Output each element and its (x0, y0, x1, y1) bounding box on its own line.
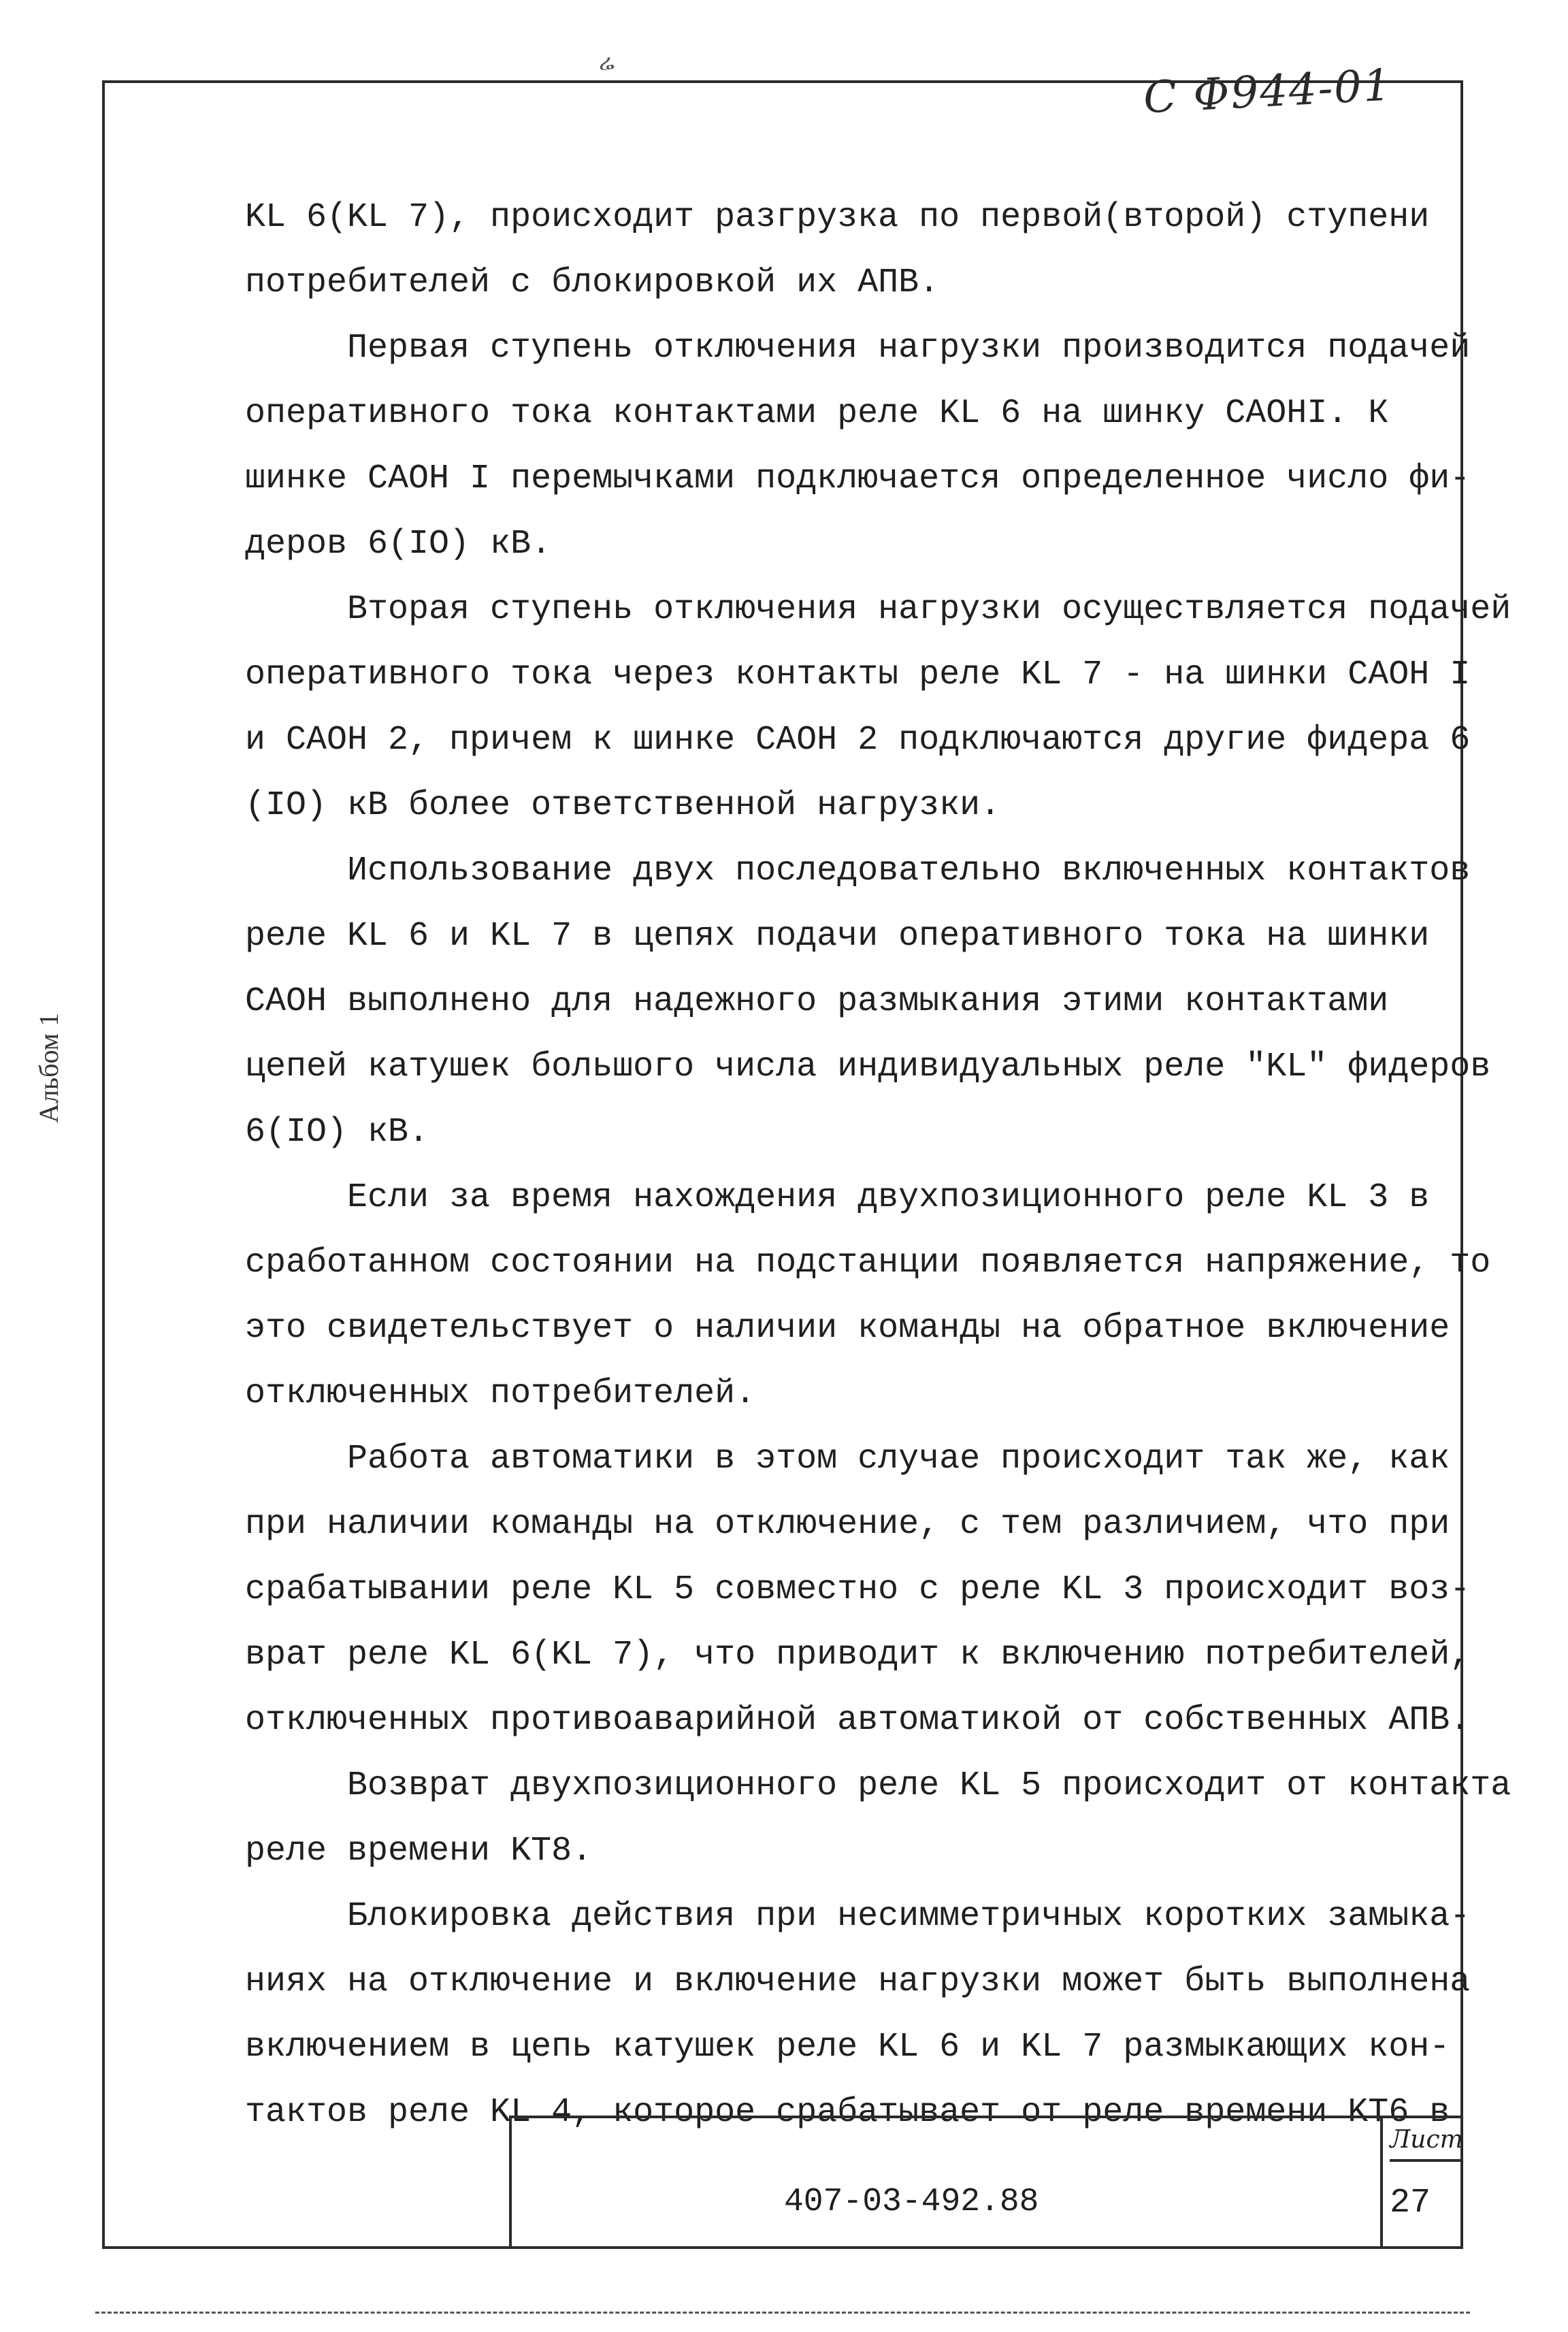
title-block-stamp (509, 2116, 1463, 2249)
top-page-mark: ሬ (599, 49, 615, 76)
text-line: шинке САОН I перемычками подключается определенное число фи- (245, 459, 1471, 498)
paragraph-start-line: Работа автоматики в этом случае происходит так же, как (347, 1440, 1450, 1478)
text-line: цепей катушек большого числа индивидуальных реле "KL" фидеров (245, 1048, 1491, 1086)
paragraph-start-line: Использование двух последовательно включенных контактов (347, 852, 1471, 890)
text-line: включением в цепь катушек реле KL 6 и KL 7 размыкающих кон- (245, 2028, 1450, 2067)
handwritten-document-code: С Ф944-01 (1142, 60, 1394, 124)
document-number: 407-03-492.88 (784, 2184, 1039, 2220)
text-line: отключенных противоаварийной автоматикой от собственных АПВ. (245, 1701, 1471, 1740)
text-line: сработанном состоянии на подстанции появляется напряжение, то (245, 1244, 1491, 1282)
text-line: САОН выполнено для надежного размыкания этими контактами (245, 982, 1389, 1021)
text-line: реле времени KT8. (245, 1832, 593, 1871)
paragraph-start-line: Если за время нахождения двухпозиционного реле KL 3 в (347, 1178, 1430, 1217)
sheet-number: 27 (1390, 2184, 1431, 2222)
text-line: отключенных потребителей. (245, 1374, 756, 1413)
bottom-cut-line (95, 2312, 1470, 2314)
paragraph-start-line: Вторая ступень отключения нагрузки осуществляется подачей (347, 590, 1512, 629)
album-side-label: Альбом 1 (33, 1013, 64, 1123)
text-line: ниях на отключение и включение нагрузки может быть выполнена (245, 1962, 1471, 2001)
text-line: 6(IO) кВ. (245, 1113, 429, 1152)
sheet-box (1380, 2118, 1463, 2249)
paragraph-start-line: Первая ступень отключения нагрузки производится подачей (347, 329, 1471, 368)
text-line: реле KL 6 и KL 7 в цепях подачи оперативного тока на шинки (245, 917, 1430, 956)
text-line: срабатывании реле KL 5 совместно с реле KL 3 происходит воз- (245, 1570, 1471, 1609)
text-line: при наличии команды на отключение, с тем различием, что при (245, 1505, 1450, 1544)
paragraph-start-line: Блокировка действия при несимметричных коротких замыка- (347, 1897, 1471, 1936)
paragraph-start-line: Возврат двухпозиционного реле KL 5 происходит от контакта (347, 1766, 1512, 1805)
text-line: деров 6(IO) кВ. (245, 525, 552, 564)
text-line: это свидетельствует о наличии команды на обратное включение (245, 1309, 1450, 1348)
document-body (245, 185, 1512, 2145)
text-line: врат реле KL 6(KL 7), что приводит к включению потребителей, (245, 1636, 1471, 1674)
text-line: оперативного тока контактами реле KL 6 на шинку САОНI. К (245, 394, 1389, 433)
text-line: и САОН 2, причем к шинке САОН 2 подключаются другие фидера 6 (245, 721, 1471, 760)
text-line: оперативного тока через контакты реле KL 7 - на шинки САОН I (245, 655, 1471, 694)
text-line: (IO) кВ более ответственной нагрузки. (245, 786, 1001, 825)
text-line: потребителей с блокировкой их АПВ. (245, 263, 940, 302)
sheet-label: Лист (1390, 2118, 1463, 2162)
text-line: KL 6(KL 7), происходит разгрузка по первой(второй) ступени (245, 198, 1430, 237)
text-line: тактов реле KL 4, которое срабатывает от реле времени KT6 в (245, 2093, 1450, 2132)
